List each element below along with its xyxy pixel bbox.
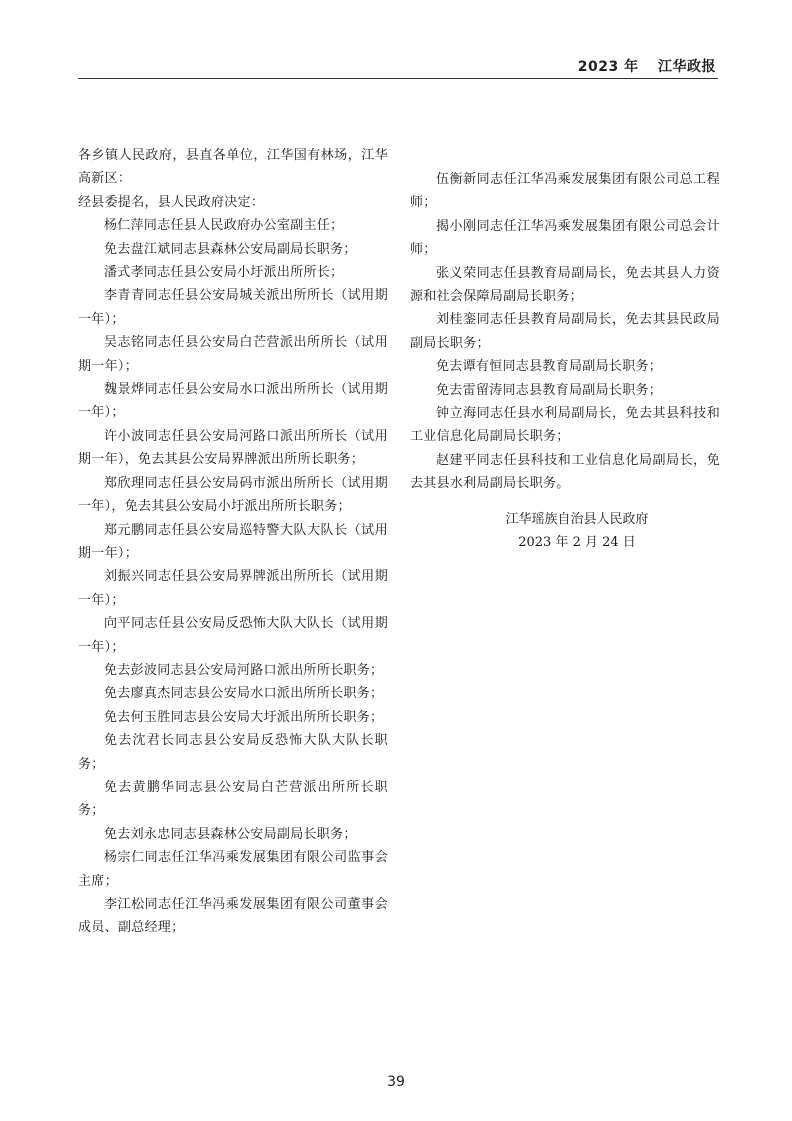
paragraph: 郑元鹏同志任县公安局巡特警大队大队长（试用期一年）； — [78, 522, 388, 561]
paragraph: 免去何玉胜同志县公安局大圩派出所所长职务； — [104, 709, 384, 725]
paragraph: 张义荣同志任县教育局副局长，免去其县人力资源和社会保障局副局长职务； — [410, 265, 720, 305]
page-header — [78, 48, 718, 79]
paragraph: 钟立海同志任县水利局副局长，免去其县科技和工业信息化局副局长职务； — [410, 406, 720, 445]
paragraph: 赵建平同志任县科技和工业信息化局副局长，免去其县水利局副局长职务。 — [410, 452, 720, 492]
paragraph: 李青青同志任县公安局城关派出所所长（试用期一年）； — [78, 288, 388, 327]
paragraph: 免去彭波同志县公安局河路口派出所所长职务； — [104, 662, 384, 678]
header-text — [578, 56, 716, 76]
paragraph: 免去盘江斌同志县森林公安局副局长职务； — [104, 241, 357, 257]
signature-date: 2023 年 2 月 24 日 — [518, 535, 636, 551]
paragraph: 刘振兴同志任县公安局界牌派出所所长（试用期一年）； — [78, 569, 388, 608]
left-column — [78, 144, 388, 940]
paragraph: 免去沈君长同志县公安局反恐怖大队大队长职务； — [78, 733, 388, 772]
paragraph: 向平同志任县公安局反恐怖大队大队长（试用期一年）； — [78, 616, 388, 655]
paragraph: 免去谭有恒同志县教育局副局长职务； — [436, 359, 663, 375]
paragraph: 潘式孝同志任县公安局小圩派出所所长； — [104, 265, 344, 281]
paragraph: 免去黄鹏华同志县公安局白芒营派出所所长职务； — [78, 779, 388, 819]
paragraph: 经县委提名，县人民政府决定： — [78, 194, 265, 210]
paragraph: 吴志铭同志任县公安局白芒营派出所所长（试用期一年）； — [78, 335, 388, 374]
paragraph: 揭小刚同志任江华冯乘发展集团有限公司总会计师； — [410, 218, 720, 258]
header-year: 2023 年 — [577, 59, 639, 75]
paragraph: 杨仁萍同志任县人民政府办公室副主任； — [104, 218, 344, 234]
signature-block — [410, 508, 720, 555]
paragraph: 郑欣理同志任县公安局码市派出所所长（试用期一年），免去其县公安局小圩派出所所长职务； — [78, 475, 388, 515]
paragraph: 各乡镇人民政府，县直各单位，江华国有林场，江华高新区： — [78, 148, 388, 187]
paragraph: 免去廖真杰同志县公安局水口派出所所长职务； — [104, 686, 384, 702]
paragraph: 免去刘永忠同志县森林公安局副局长职务； — [104, 826, 357, 842]
paragraph: 免去雷留涛同志县教育局副局长职务； — [436, 382, 663, 398]
header-title: 江华政报 — [658, 59, 716, 75]
paragraph: 杨宗仁同志任江华冯乘发展集团有限公司监事会主席； — [78, 850, 388, 889]
page-number: 39 — [387, 1074, 405, 1090]
paragraph: 伍衡新同志任江华冯乘发展集团有限公司总工程师； — [410, 172, 720, 211]
paragraph: 李江松同志任江华冯乘发展集团有限公司董事会成员、副总经理； — [78, 897, 388, 936]
signature-org: 江华瑶族自治县人民政府 — [505, 512, 649, 527]
paragraph: 刘桂銮同志任县教育局副局长，免去其县民政局副局长职务； — [410, 312, 720, 351]
paragraph: 许小波同志任县公安局河路口派出所所长（试用期一年），免去其县公安局界牌派出所所长职务； — [78, 428, 388, 468]
right-column — [410, 168, 720, 496]
paragraph: 魏景烨同志任县公安局水口派出所所长（试用期一年）； — [78, 382, 388, 421]
